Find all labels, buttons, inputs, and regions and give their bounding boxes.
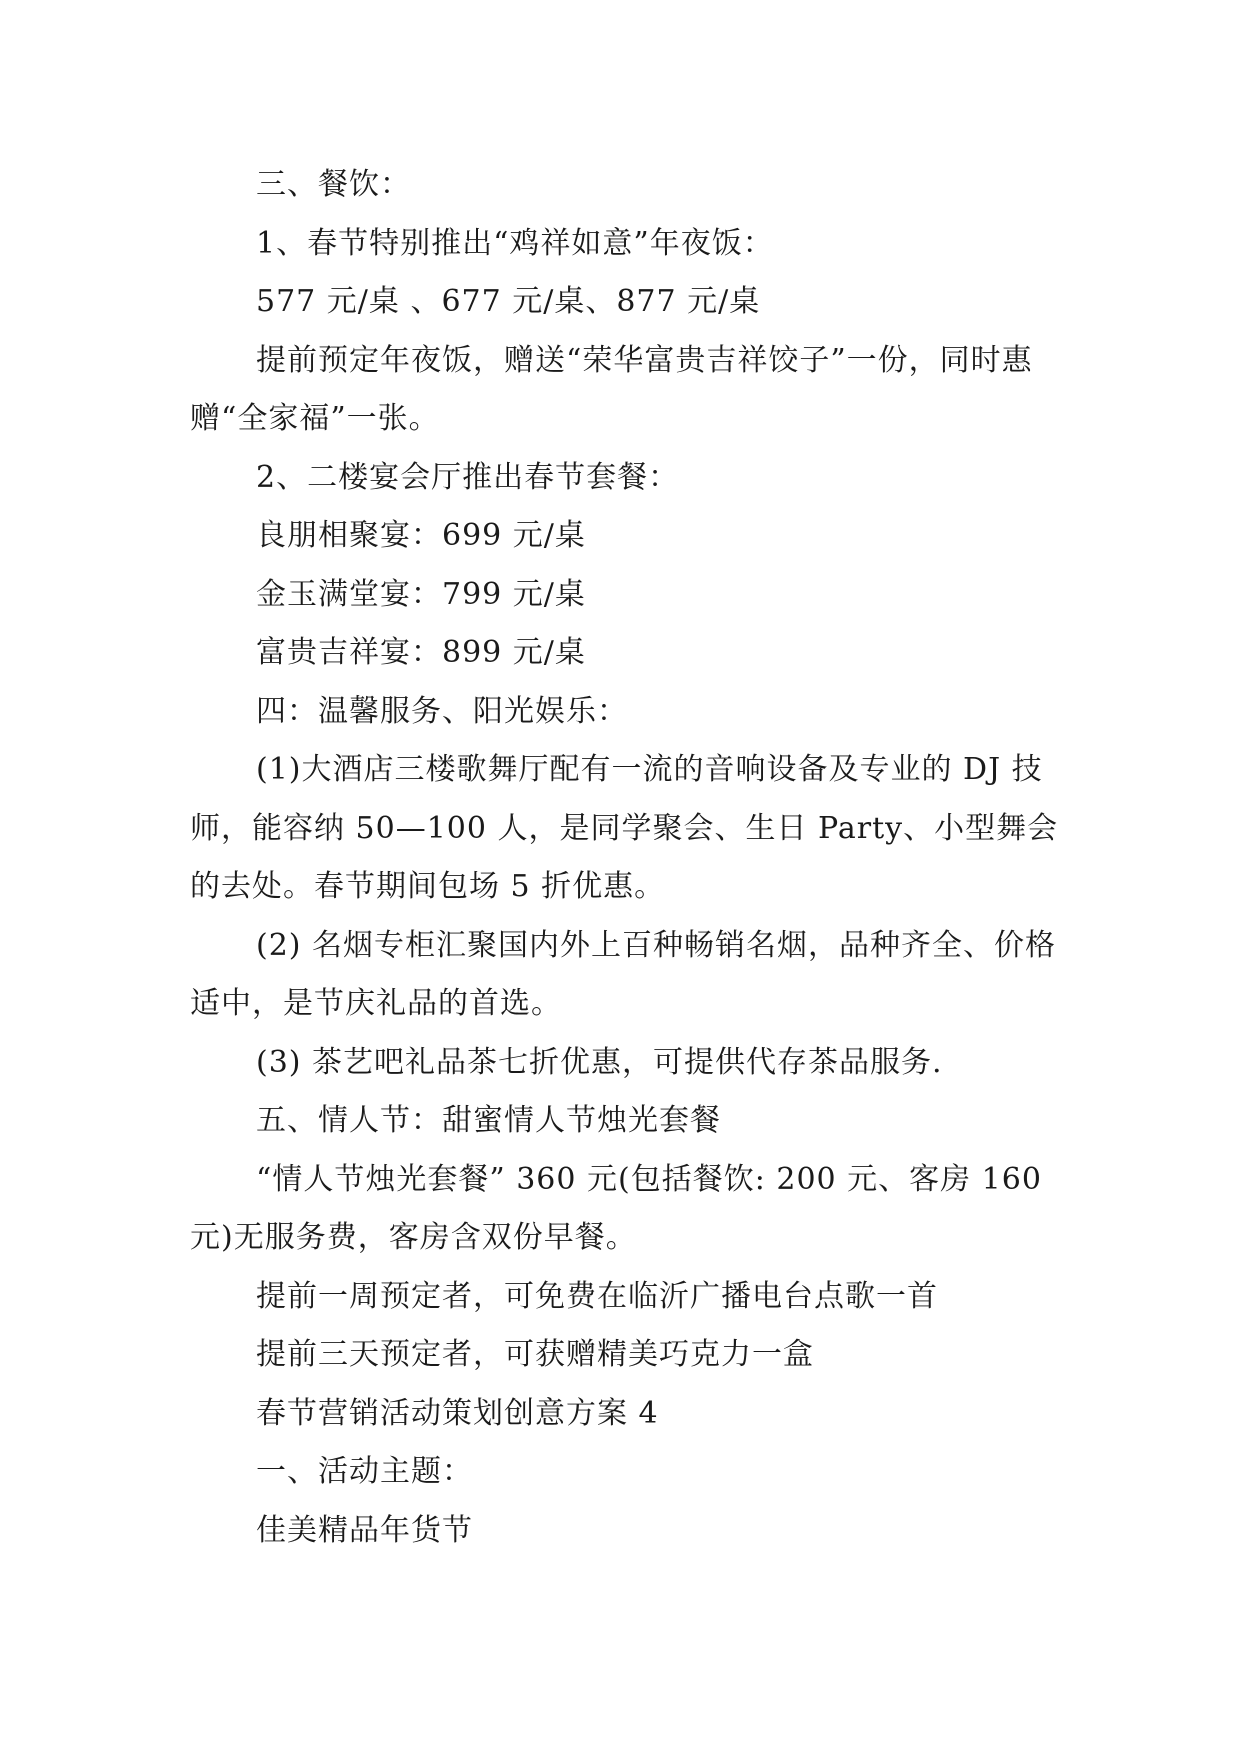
paragraph-ballroom: (1)大酒店三楼歌舞厅配有一流的音响设备及专业的 DJ 技师，能容纳 50—100 人，是同学聚会、生日 Party、小型舞会的去处。春节期间包场 5 折优惠。: [190, 752, 1059, 904]
plan-title: 春节营销活动策划创意方案 4: [256, 1395, 659, 1431]
paragraph-cigarette-counter: (2) 名烟专柜汇聚国内外上百种畅销名烟，品种齐全、价格适中，是节庆礼品的首选。: [190, 927, 1057, 1021]
paragraph-new-year-dinner: 1、春节特别推出“鸡祥如意”年夜饭：: [256, 225, 774, 261]
section-heading-service: 四：温馨服务、阳光娱乐：: [256, 693, 628, 729]
paragraph-one-week-booking: 提前一周预定者，可免费在临沂广播电台点歌一首: [256, 1278, 938, 1314]
paragraph-banquet-option-1: 良朋相聚宴：699 元/桌: [256, 518, 586, 553]
section-heading-valentines: 五、情人节：甜蜜情人节烛光套餐: [256, 1103, 721, 1138]
document-body: [190, 156, 1060, 1560]
section-heading-theme: 一、活动主题：: [256, 1454, 473, 1489]
paragraph-three-day-booking: 提前三天预定者，可获赠精美巧克力一盒: [256, 1337, 814, 1372]
paragraph-banquet-hall: 2、二楼宴会厅推出春节套餐：: [256, 459, 680, 495]
paragraph-booking-gift: 提前预定年夜饭，赠送“荣华富贵吉祥饺子”一份，同时惠赠“全家福”一张。: [190, 342, 1033, 436]
paragraph-candlelight-package: “情人节烛光套餐” 360 元(包括餐饮: 200 元、客房 160 元)无服务费，客房含双份早餐。: [190, 1161, 1042, 1255]
paragraph-dinner-prices: 577 元/桌 、677 元/桌、877 元/桌: [256, 284, 761, 319]
paragraph-tea-bar: (3) 茶艺吧礼品茶七折优惠，可提供代存茶品服务.: [256, 1044, 943, 1080]
section-heading-catering: 三、餐饮：: [256, 167, 411, 202]
paragraph-theme-name: 佳美精品年货节: [256, 1512, 473, 1548]
paragraph-banquet-option-2: 金玉满堂宴：799 元/桌: [256, 576, 586, 612]
paragraph-banquet-option-3: 富贵吉祥宴：899 元/桌: [256, 635, 586, 670]
